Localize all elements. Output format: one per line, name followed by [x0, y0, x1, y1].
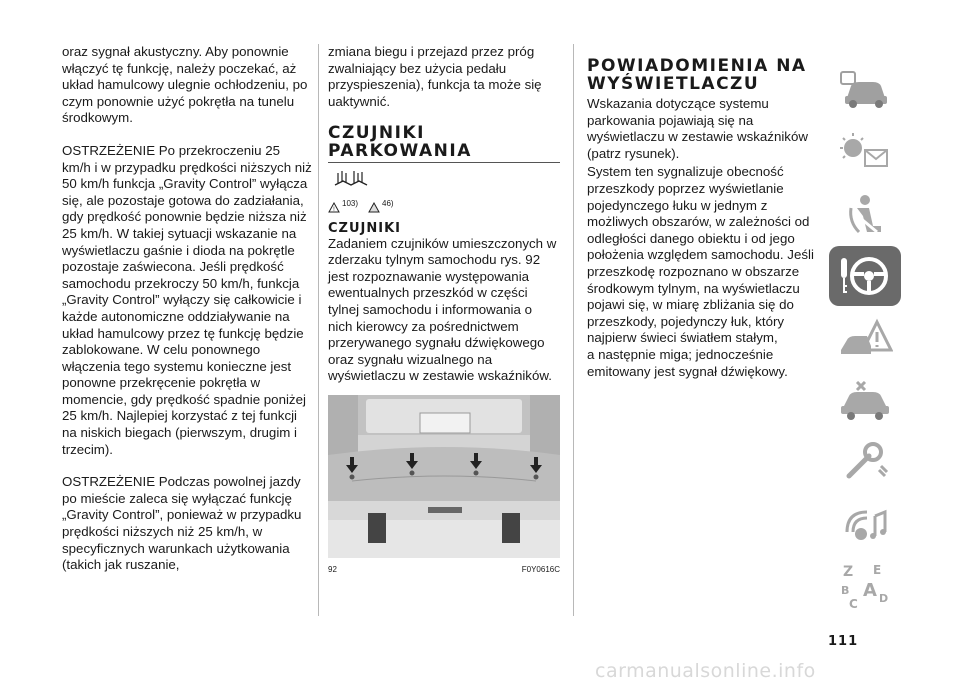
section-heading: CZUJNIKI PARKOWANIA — [328, 123, 472, 162]
svg-text:!: ! — [333, 206, 335, 213]
svg-text:B: B — [841, 584, 850, 597]
column-divider — [573, 44, 574, 616]
warning-paragraph: OSTRZEŻENIE Po przekroczeniu 25 km/h i w przypadku prędkości niższych niż 50 km/h funkcja „Gravity Control” wyłącza się, ale pozostaje gotowa do zadziałania, gdy prędkość ponownie będzie niższa niż 25 km/h. W takiej sytuacji wskazanie na wyświetlaczu gaśnie i dioda na pokrętle pozostaje zaświecona. Jeśli prędkość samochodu przekroczy 50 km/h, funkcja „Gravity Control” wyłączy się całkowicie i każde autonomiczne oddziaływanie na układ hamulcowy przez tę funkcję będzie zablokowane. W celu ponownego włączenia tego systemu konieczne jest ponowne przekręcenie pokrętła w momencie, gdy prędkość spadnie poniżej 25 km/h. Najlepiej korzystać z tej funkcji na niskich biegach (pierwszym, drugim i trzecim). — [62, 142, 312, 457]
tab-technical[interactable] — [829, 432, 901, 492]
tab-dashboard[interactable] — [829, 60, 901, 120]
tab-lights[interactable] — [829, 122, 901, 182]
paragraph: System ten sygnalizuje obecność przeszkody poprzez wyświetlanie pojedynczego łuku w jednym z możliwych obszarów, w zależności od odległości danego obiektu i od jego położenia względem samochodu. Jeśli przeszkodę rozpoznano w obszarze środkowym tylnym, na wyświetlaczu pojawi się, w miarę zbliżania się do przeszkody, pojedynczy łuk, który najpierw świeci światłem stałym, — [587, 164, 814, 346]
warning-triangle-icon — [837, 316, 893, 360]
figure-code: F0Y0616C — [521, 564, 560, 574]
seat-safety-icon — [839, 192, 891, 236]
tab-driving[interactable] — [829, 246, 901, 306]
paragraph: a następnie miga; jednocześnie emitowany jest sygnał dźwiękowy. — [587, 346, 788, 379]
figure-number: 92 — [328, 564, 337, 574]
tab-emergency[interactable] — [829, 308, 901, 368]
tab-multimedia[interactable] — [829, 494, 901, 554]
page-number: 111 — [828, 634, 859, 649]
media-icon — [839, 502, 891, 546]
text-column-3 — [587, 44, 817, 380]
text-column-1 — [62, 44, 312, 574]
warning-triangle-icon — [328, 202, 340, 213]
heading-underline — [328, 162, 560, 163]
subheading: CZUJNIKI — [328, 220, 401, 236]
chapter-tabs — [829, 60, 901, 618]
paragraph: Wskazania dotyczące systemu parkowania pojawiają się na wyświetlaczu w zestawie wskaźników (patrz rysunek). — [587, 96, 808, 161]
caution-triangle-icon — [368, 202, 380, 213]
warning-references — [328, 196, 560, 213]
tab-index[interactable] — [829, 556, 901, 616]
svg-text:A: A — [863, 580, 877, 601]
paragraph: Zadaniem czujników umieszczonych w zderzaku tylnym samochodu rys. 92 jest rozpoznawanie występowania ewentualnych przeszkód w części tylnej samochodu i informowania o nich kierowcy za pośrednictwem przerywanego sygnału dźwiękowego oraz sygnału wizualnego na wyświetlaczu w zestawie wskaźników. — [328, 235, 557, 384]
service-car-icon — [837, 378, 893, 422]
car-dashboard-icon — [839, 70, 891, 110]
warning-paragraph: OSTRZEŻENIE Podczas powolnej jazdy po mieście zaleca się wyłączać funkcję „Gravity Control”, ponieważ w przypadku prędkości niższych niż 25 km/h, w specyficznych warunkach użytkowania (takich jak ruszanie, — [62, 474, 302, 573]
svg-text:D: D — [879, 592, 889, 605]
text-column-2 — [328, 44, 560, 579]
index-letters-icon — [839, 562, 891, 610]
paragraph: oraz sygnał akustyczny. Aby ponownie włączyć tę funkcję, należy poczekać, aż układ hamulcowy ulegnie ochłodzeniu, po czym ponownie użyć pokrętła na tunelu środkowym. — [62, 44, 308, 126]
tab-safety[interactable] — [829, 184, 901, 244]
svg-text:E: E — [873, 563, 882, 577]
warning-book-icon — [332, 169, 560, 194]
tools-icon — [839, 440, 891, 484]
column-divider — [318, 44, 319, 616]
figure-caption — [328, 562, 560, 579]
lights-mail-icon — [839, 130, 891, 174]
tab-service[interactable] — [829, 370, 901, 430]
section-heading: POWIADOMIENIA NA WYŚWIETLACZU — [587, 56, 807, 94]
steering-key-icon — [837, 252, 893, 300]
svg-text:C: C — [849, 597, 858, 610]
svg-text:Z: Z — [843, 564, 854, 580]
caution-ref[interactable]: 46) — [382, 198, 394, 208]
rear-bumper-sensors-figure — [328, 395, 560, 558]
paragraph: zmiana biegu i przejazd przez próg zwalniający bez użycia pedału przyspieszenia), funkcja ta może się uaktywnić. — [328, 44, 542, 109]
warning-ref[interactable]: 103) — [342, 198, 359, 208]
watermark: carmanualsonline.info — [595, 660, 816, 682]
